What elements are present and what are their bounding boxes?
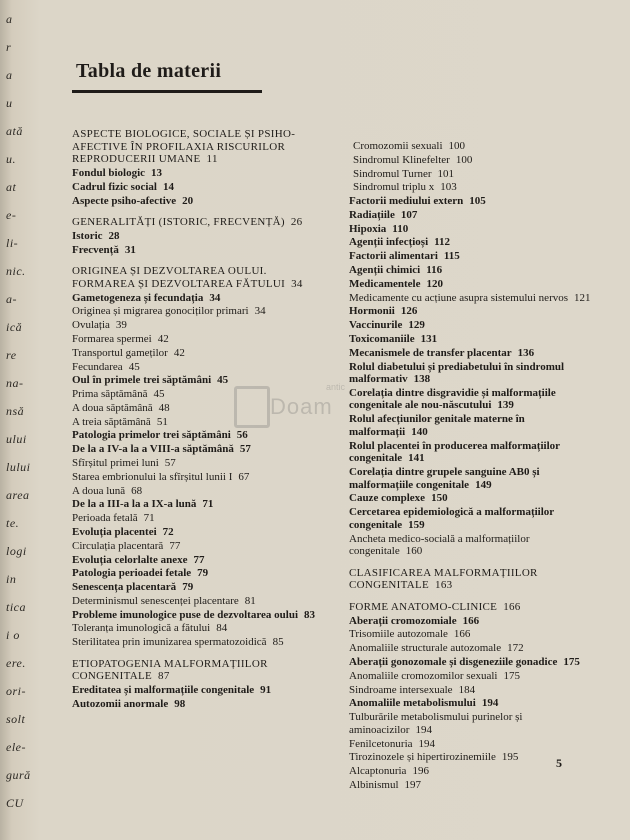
- page-title: Tabla de materii: [76, 60, 222, 82]
- toc-entry-title: Istoric: [72, 229, 103, 242]
- toc-entry: [349, 223, 597, 236]
- toc-entry-page: 71: [202, 498, 214, 511]
- toc-entry-page: 138: [413, 373, 431, 386]
- toc-entry: [349, 333, 597, 346]
- toc-entry-title: De la a IV-a la a VIII-a săptămână: [72, 443, 234, 456]
- toc-entry-page: 163: [435, 579, 453, 592]
- toc-entry: [349, 670, 597, 683]
- margin-fragment: te.: [6, 516, 20, 530]
- toc-entry: [72, 361, 320, 374]
- toc-entry-title: Agenții chimici: [349, 264, 421, 277]
- margin-fragment: ică: [6, 320, 23, 334]
- toc-entry-title: A doua săptămână: [72, 401, 153, 414]
- toc-entry-title: Perioada fetală: [72, 512, 138, 525]
- watermark-text: Doam: [270, 394, 333, 419]
- toc-entry-title: Aberații cromozomiale: [349, 614, 457, 627]
- toc-entry: [349, 292, 597, 305]
- toc-entry-page: 197: [404, 778, 422, 791]
- toc-entry-title: Determinismul senescenței placentare: [72, 594, 239, 607]
- margin-fragment: a: [6, 12, 13, 26]
- toc-entry-title: ASPECTE BIOLOGICE, SOCIALE ȘI PSIHO-AFECTIVE ÎN PROFILAXIA RISCURILOR REPRODUCERII UMANE: [72, 128, 296, 166]
- toc-entry: [349, 181, 597, 194]
- toc-entry-title: Ereditatea și malformațiile congenitale: [72, 684, 255, 697]
- toc-entry: [72, 429, 320, 442]
- toc-entry-title: Agenții infecțioși: [349, 236, 429, 249]
- watermark-small-text: antic: [326, 382, 346, 392]
- toc-entry: [349, 779, 597, 792]
- toc-entry-page: 34: [291, 277, 303, 290]
- toc-entry: [72, 265, 320, 290]
- toc-entry-title: Corelația dintre grupele sanguine AB0 și malformațiile congenitale: [349, 466, 540, 491]
- toc-entry-title: Starea embrionului la sfîrșitul lunii I: [72, 470, 233, 483]
- toc-entry-page: 172: [507, 642, 524, 655]
- toc-entry: [349, 440, 597, 465]
- toc-entry-page: 45: [128, 360, 140, 373]
- toc-entry-page: 81: [244, 594, 256, 607]
- toc-entry: [349, 195, 597, 208]
- toc-entry-page: 98: [174, 697, 186, 710]
- toc-entry-title: ETIOPATOGENIA MALFORMAȚIILOR CONGENITALE: [72, 657, 268, 683]
- toc-entry-title: Anomaliile cromozomilor sexuali: [349, 669, 498, 682]
- toc-entry: [72, 485, 320, 498]
- toc-entry: [349, 615, 597, 628]
- toc-entry-page: 11: [206, 153, 218, 166]
- toc-entry-title: Mecanismele de transfer placentar: [349, 346, 512, 359]
- toc-entry: [349, 466, 597, 491]
- toc-entry: [349, 361, 597, 386]
- toc-entry: [72, 457, 320, 470]
- toc-entry: [349, 697, 597, 710]
- toc-entry-title: Toxicomaniile: [349, 332, 415, 345]
- toc-entry-title: Fenilcetonuria: [349, 737, 413, 750]
- toc-entry: [72, 498, 320, 511]
- toc-entry-page: 79: [182, 581, 194, 594]
- margin-fragment: ori-: [6, 684, 26, 698]
- toc-entry-title: Tirozinozele și hipertirozinemiile: [349, 751, 496, 764]
- toc-entry: [72, 512, 320, 525]
- toc-entry-page: 195: [501, 751, 519, 764]
- toc-entry: [72, 698, 320, 711]
- toc-entry-title: De la a III-a la a IX-a lună: [72, 498, 197, 511]
- toc-entry-title: Ancheta medico-socială a malformațiilor congenitale: [349, 532, 530, 558]
- toc-entry: [349, 209, 597, 222]
- toc-entry: [72, 526, 320, 539]
- toc-entry-title: Transportul gameților: [72, 346, 168, 359]
- toc-entry: [72, 595, 320, 608]
- margin-fragment: ată: [6, 124, 23, 138]
- toc-entry-page: 42: [173, 346, 185, 359]
- toc-entry-page: 140: [411, 425, 428, 438]
- toc-entry: [349, 154, 597, 167]
- toc-entry: [72, 374, 320, 387]
- toc-entry-title: ORIGINEA ȘI DEZVOLTAREA OULUI. FORMAREA ȘI DEZVOLTAREA FĂTULUI: [72, 265, 286, 290]
- toc-entry-title: Fondul biologic: [72, 166, 146, 179]
- toc-entry-title: Anomaliile structurale autozomale: [349, 642, 502, 655]
- toc-entry-title: Cadrul fizic social: [72, 180, 157, 193]
- toc-entry-page: 31: [124, 243, 136, 256]
- toc-entry-page: 101: [437, 167, 455, 180]
- toc-entry-page: 115: [443, 250, 460, 263]
- toc-entry-page: 28: [108, 229, 120, 242]
- toc-entry-page: 139: [497, 399, 514, 412]
- toc-entry: [349, 567, 597, 592]
- toc-entry-page: 166: [462, 614, 480, 627]
- toc-entry-page: 26: [290, 216, 303, 229]
- toc-entry-page: 120: [426, 277, 443, 290]
- toc-entry-title: Radiațiile: [349, 208, 395, 221]
- toc-entry-title: Sindromul Turner: [353, 167, 432, 180]
- toc-entry-title: Medicamente cu acțiune asupra sistemului nervos: [349, 291, 569, 304]
- toc-entry: [349, 236, 597, 249]
- toc-entry: [349, 319, 597, 332]
- toc-entry: [349, 387, 597, 412]
- toc-entry: [349, 264, 597, 277]
- toc-entry-title: Autozomii anormale: [72, 697, 169, 710]
- toc-entry: [72, 181, 320, 194]
- toc-entry-title: GENERALITĂȚI (ISTORIC, FRECVENȚĂ): [72, 216, 285, 229]
- toc-entry: [349, 250, 597, 263]
- toc-entry: [72, 292, 320, 305]
- toc-entry-title: Aspecte psiho-afective: [72, 194, 177, 207]
- margin-fragment: CU: [6, 796, 24, 810]
- margin-fragment: ere.: [6, 656, 26, 670]
- toc-entry: [349, 347, 597, 360]
- toc-entry-title: A doua lună: [72, 484, 126, 497]
- toc-entry-page: 20: [182, 194, 194, 207]
- toc-entry-page: 45: [217, 374, 229, 387]
- toc-entry-title: Corelația dintre disgravidie și malformațiile congenitale ale nou-născutului: [349, 386, 556, 412]
- toc-entry-title: Prima săptămână: [72, 388, 148, 401]
- toc-entry-page: 13: [151, 166, 163, 179]
- toc-entry-title: FORME ANATOMO-CLINICE: [349, 600, 498, 613]
- toc-entry: [349, 738, 597, 751]
- previous-page-margin: [0, 0, 46, 840]
- toc-entry-title: Hormonii: [349, 305, 395, 318]
- toc-entry-page: 85: [272, 636, 284, 649]
- toc-entry: [72, 388, 320, 401]
- margin-fragment: logi: [6, 544, 27, 558]
- margin-fragment: e-: [6, 208, 17, 222]
- margin-fragment: li-: [6, 236, 19, 250]
- toc-entry-page: 126: [400, 305, 418, 318]
- toc-entry: [72, 216, 320, 229]
- toc-entry-page: 67: [238, 470, 250, 483]
- toc-left-column: [72, 128, 320, 712]
- toc-entry: [349, 684, 597, 697]
- toc-entry: [72, 402, 320, 415]
- toc-entry-page: 166: [503, 600, 521, 613]
- toc-entry-title: Rolul placentei în producerea malformațiilor congenitale: [349, 439, 560, 465]
- margin-fragment: tica: [6, 600, 26, 614]
- margin-fragment: nsă: [6, 404, 25, 418]
- toc-entry-page: 87: [158, 670, 170, 683]
- toc-entry-title: Cercetarea epidemiologică a malformațiilor congenitale: [349, 506, 554, 531]
- title-underline: [72, 90, 262, 93]
- toc-entry-page: 175: [503, 669, 520, 682]
- toc-entry: [349, 168, 597, 181]
- toc-entry: [349, 278, 597, 291]
- toc-entry-title: Tulburările metabolismului purinelor și aminoacizilor: [349, 711, 523, 736]
- toc-right-column: [349, 140, 597, 793]
- toc-entry: [72, 540, 320, 553]
- toc-entry-title: Factorii mediului extern: [349, 195, 464, 208]
- toc-entry: [72, 684, 320, 697]
- toc-entry: [72, 658, 320, 683]
- toc-entry-page: 34: [254, 305, 266, 318]
- toc-entry-page: 150: [431, 492, 448, 505]
- toc-entry-page: 48: [158, 401, 170, 414]
- toc-entry-title: Cromozomii sexuali: [353, 140, 443, 152]
- toc-entry-page: 51: [156, 415, 168, 428]
- toc-entry-page: 68: [131, 484, 143, 497]
- toc-entry-page: 196: [412, 765, 429, 778]
- toc-entry-title: Anomaliile metabolismului: [349, 697, 476, 710]
- toc-entry-page: 131: [420, 332, 438, 345]
- toc-entry-title: Circulația placentară: [72, 539, 164, 552]
- toc-entry-page: 166: [453, 628, 471, 641]
- toc-entry-title: Oul în primele trei săptămâni: [72, 374, 212, 387]
- toc-entry: [72, 416, 320, 429]
- toc-entry-page: 194: [418, 737, 436, 750]
- toc-entry: [349, 533, 597, 558]
- toc-entry-title: Toleranța imunologică a fătului: [72, 622, 211, 635]
- toc-entry-page: 72: [162, 525, 174, 538]
- toc-entry-page: 84: [216, 622, 228, 635]
- toc-entry-page: 77: [193, 553, 205, 566]
- toc-entry: [72, 195, 320, 208]
- toc-entry-page: 77: [169, 539, 181, 552]
- toc-entry: [349, 492, 597, 505]
- margin-fragment: a: [6, 68, 13, 82]
- toc-entry-title: Cauze complexe: [349, 492, 426, 505]
- toc-entry-page: 39: [115, 319, 127, 332]
- toc-entry-title: Evoluția celorlalte anexe: [72, 553, 188, 566]
- toc-entry-page: 45: [153, 388, 165, 401]
- toc-entry: [349, 413, 597, 438]
- toc-entry-page: 100: [448, 140, 466, 152]
- toc-entry-page: 14: [162, 180, 174, 193]
- toc-entry-page: 57: [239, 443, 251, 456]
- toc-entry: [72, 554, 320, 567]
- toc-entry-title: Formarea spermei: [72, 333, 152, 345]
- toc-entry-title: Trisomiile autozomale: [349, 628, 448, 641]
- margin-fragment: lului: [6, 460, 31, 474]
- toc-entry: [349, 506, 597, 531]
- margin-fragment: ului: [6, 432, 27, 446]
- toc-entry-title: Ovulația: [72, 319, 110, 332]
- toc-entry: [72, 622, 320, 635]
- toc-entry-page: 129: [408, 319, 425, 332]
- margin-fragment: in: [6, 572, 17, 586]
- toc-entry-page: 91: [260, 684, 272, 697]
- toc-entry-title: Patologia primelor trei săptămâni: [72, 429, 231, 442]
- toc-entry-page: 159: [408, 518, 425, 531]
- toc-entry-title: Medicamentele: [349, 277, 421, 290]
- toc-entry: [72, 319, 320, 332]
- toc-entry: [349, 628, 597, 641]
- toc-entry-page: 83: [304, 608, 315, 621]
- toc-entry-page: 107: [400, 208, 418, 221]
- toc-entry-title: Frecvență: [72, 243, 119, 256]
- toc-entry-title: Probleme imunologice puse de dezvoltarea oului: [72, 608, 298, 621]
- toc-entry-page: 136: [517, 346, 535, 359]
- toc-entry: [72, 581, 320, 594]
- toc-entry-title: Sterilitatea prin imunizarea spermatozoidică: [72, 636, 267, 649]
- toc-entry-page: 71: [143, 512, 155, 525]
- margin-fragment: na-: [6, 376, 24, 390]
- toc-entry-title: Hipoxia: [349, 222, 387, 235]
- toc-entry: [72, 167, 320, 180]
- toc-entry-page: 100: [455, 153, 473, 166]
- margin-fragment: nic.: [6, 264, 26, 278]
- toc-entry: [349, 305, 597, 318]
- toc-entry-page: 42: [157, 333, 169, 345]
- toc-entry-title: Sfîrșitul primei luni: [72, 457, 159, 470]
- margin-fragment: u.: [6, 152, 16, 166]
- toc-entry-title: Gametogeneza și fecundația: [72, 291, 204, 304]
- margin-fragment: at: [6, 180, 17, 194]
- toc-entry-title: Fecundarea: [72, 360, 123, 373]
- toc-entry-page: 116: [426, 264, 443, 277]
- toc-entry-title: Aberații gonozomale și disgeneziile gonadice: [349, 656, 558, 669]
- toc-entry-page: 141: [408, 452, 425, 465]
- toc-entry: [72, 609, 320, 622]
- toc-entry: [72, 333, 320, 346]
- toc-entry: [349, 656, 597, 669]
- toc-entry: [72, 305, 320, 318]
- toc-entry: [349, 140, 597, 153]
- toc-entry-title: Senescența placentară: [72, 581, 177, 594]
- toc-entry-title: CLASIFICAREA MALFORMAȚIILOR CONGENITALE: [349, 566, 538, 592]
- toc-entry-title: Originea și migrarea gonociților primari: [72, 305, 249, 318]
- toc-entry: [72, 471, 320, 484]
- toc-entry-page: 175: [563, 656, 580, 669]
- toc-entry: [72, 443, 320, 456]
- margin-fragment: u: [6, 96, 13, 110]
- toc-entry-page: 56: [236, 429, 248, 442]
- toc-entry-title: Vaccinurile: [349, 319, 403, 332]
- toc-entry-title: Factorii alimentari: [349, 250, 438, 263]
- toc-entry-title: Sindroame intersexuale: [349, 683, 453, 696]
- toc-entry-page: 160: [405, 545, 423, 558]
- toc-entry-page: 149: [475, 478, 492, 491]
- toc-entry-title: Sindromul Klinefelter: [353, 153, 450, 166]
- toc-entry: [349, 711, 597, 736]
- toc-entry: [72, 347, 320, 360]
- margin-fragment: gură: [6, 768, 31, 782]
- toc-entry: [72, 567, 320, 580]
- toc-entry-title: Albinismul: [349, 778, 399, 791]
- page-number: 5: [556, 756, 562, 770]
- toc-entry-title: Evoluția placentei: [72, 525, 157, 538]
- margin-fragment: a-: [6, 292, 17, 306]
- margin-fragment: ele-: [6, 740, 26, 754]
- toc-entry-page: 112: [434, 236, 451, 249]
- toc-entry-title: Sindromul triplu x: [353, 181, 435, 194]
- toc-entry: [349, 601, 597, 614]
- toc-entry-title: A treia săptămână: [72, 415, 151, 428]
- toc-entry-title: Rolul diabetului și prediabetului în sindromul malformativ: [349, 360, 565, 386]
- toc-entry-page: 194: [415, 723, 432, 736]
- margin-fragment: area: [6, 488, 30, 502]
- toc-entry-page: 57: [164, 457, 176, 470]
- toc-entry-page: 184: [458, 683, 476, 696]
- margin-fragment: r: [6, 40, 12, 54]
- toc-entry-title: Rolul afecțiunilor genitale materne în malformații: [349, 413, 525, 438]
- toc-entry-title: Patologia perioadei fetale: [72, 567, 192, 580]
- toc-entry-page: 103: [440, 181, 457, 194]
- toc-entry-page: 121: [574, 291, 591, 304]
- toc-entry: [72, 244, 320, 257]
- toc-entry: [72, 636, 320, 649]
- toc-entry-page: 79: [197, 567, 209, 580]
- toc-entry-page: 194: [481, 697, 499, 710]
- toc-entry: [349, 642, 597, 655]
- toc-entry: [72, 128, 320, 166]
- toc-entry-page: 105: [469, 195, 486, 208]
- margin-fragment: re: [6, 348, 17, 362]
- toc-entry-title: Alcaptonuria: [349, 765, 407, 778]
- toc-entry: [72, 230, 320, 243]
- toc-entry-page: 34: [209, 291, 221, 304]
- margin-fragment: i o: [6, 628, 20, 642]
- margin-fragment: solt: [6, 712, 26, 726]
- toc-entry-page: 110: [392, 222, 409, 235]
